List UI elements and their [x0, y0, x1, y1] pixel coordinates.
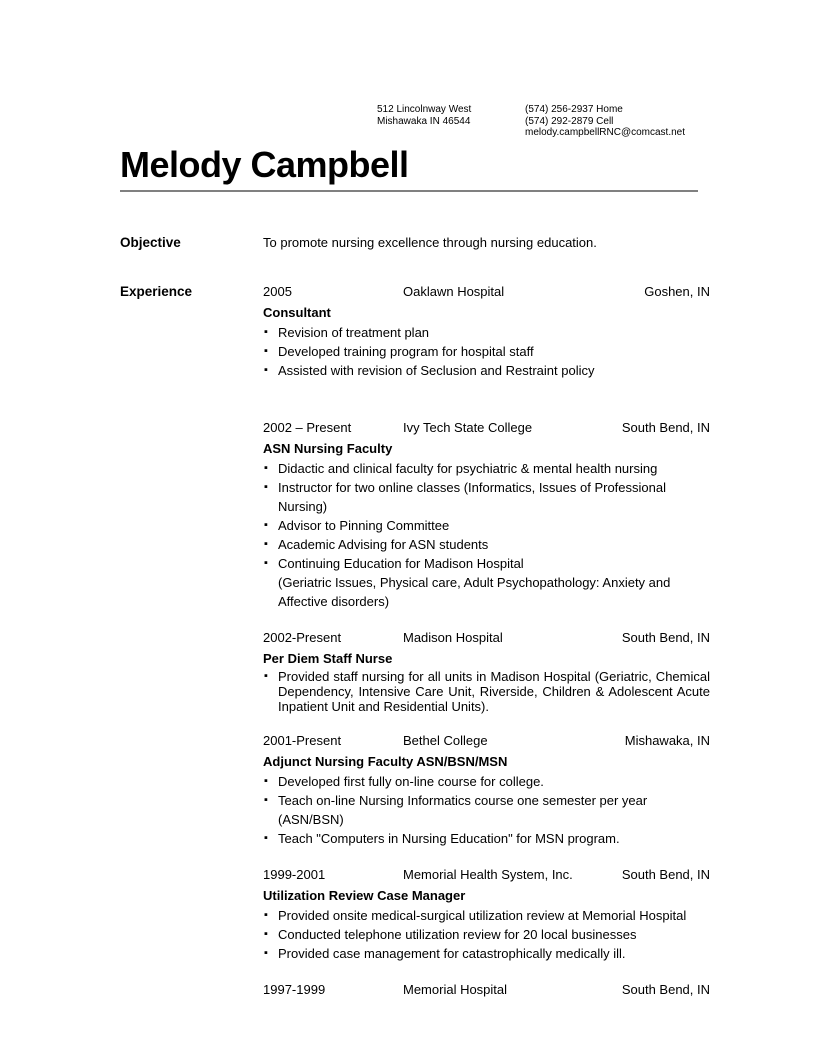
- bullet-item: [263, 772, 710, 791]
- bullet-item: [263, 459, 710, 478]
- email-address: melody.campbellRNC@comcast.net: [525, 127, 686, 138]
- objective-text: To promote nursing excellence through nursing education.: [263, 235, 597, 250]
- bullet-item: [263, 906, 710, 925]
- entry-header: [263, 282, 710, 301]
- contact-address: [377, 104, 525, 139]
- entry-title: Per Diem Staff Nurse: [263, 651, 393, 666]
- bullet-text: Provided onsite medical-surgical utilization review at Memorial Hospital: [278, 908, 687, 923]
- bullet-item: [263, 669, 710, 714]
- experience-entry-memorial-hospital: [263, 980, 710, 999]
- entry-dates: 2002 – Present: [263, 420, 352, 435]
- header-divider: [120, 190, 698, 192]
- entry-location: South Bend, IN: [621, 867, 710, 882]
- entry-title: Utilization Review Case Manager: [263, 888, 466, 903]
- entry-dates: 1999-2001: [263, 867, 326, 882]
- entry-bullet-list: [263, 669, 710, 714]
- contact-phones: [525, 104, 685, 139]
- experience-entry-ivy-tech: [263, 418, 710, 611]
- entry-company: Madison Hospital: [403, 630, 503, 645]
- entry-location: South Bend, IN: [621, 982, 710, 997]
- entry-header: [263, 731, 710, 750]
- bullet-text: Revision of treatment plan: [278, 325, 430, 340]
- bullet-item: [263, 478, 710, 516]
- bullet-item: [263, 535, 710, 554]
- bullet-text: Teach on-line Nursing Informatics course one semester per year (ASN/BSN): [278, 793, 648, 827]
- resume-body: [120, 233, 710, 1016]
- bullet-item: [263, 791, 710, 829]
- bullet-item: [263, 342, 710, 361]
- entry-header: [263, 418, 710, 437]
- address-line-1: 512 Lincolnway West: [377, 104, 472, 115]
- objective-section: [120, 233, 710, 252]
- entry-dates: 2002-Present: [263, 630, 342, 645]
- entry-title: Adjunct Nursing Faculty ASN/BSN/MSN: [263, 754, 508, 769]
- bullet-text: Instructor for two online classes (Informatics, Issues of Professional Nursing): [278, 480, 666, 514]
- entry-header: [263, 980, 710, 999]
- experience-entry-madison: [263, 628, 710, 714]
- entry-header: [263, 865, 710, 884]
- entry-location: South Bend, IN: [621, 420, 710, 435]
- experience-entries: [263, 282, 710, 1016]
- entry-title: Consultant: [263, 305, 331, 320]
- bullet-text: Continuing Education for Madison Hospital: [278, 556, 524, 571]
- phone-cell: (574) 292-2879 Cell: [525, 115, 614, 127]
- objective-label: Objective: [120, 235, 181, 250]
- bullet-note: (Geriatric Issues, Physical care, Adult Psychopathology: Anxiety and Affective disorders): [278, 575, 671, 609]
- entry-title: ASN Nursing Faculty: [263, 441, 393, 456]
- entry-company: Oaklawn Hospital: [403, 284, 505, 299]
- bullet-item: [263, 944, 710, 963]
- entry-dates: 2001-Present: [263, 733, 342, 748]
- experience-label: Experience: [120, 284, 193, 299]
- entry-company: Memorial Hospital: [403, 982, 508, 997]
- entry-location: South Bend, IN: [621, 630, 710, 645]
- experience-entry-bethel: [263, 731, 710, 848]
- entry-location: Goshen, IN: [644, 284, 710, 299]
- entry-location: Mishawaka, IN: [624, 733, 710, 748]
- contact-block: [377, 104, 685, 139]
- page-title: Melody Campbell: [120, 144, 409, 185]
- bullet-text: Didactic and clinical faculty for psychiatric & mental health nursing: [278, 461, 658, 476]
- entry-company: Bethel College: [403, 733, 488, 748]
- address-line-2: Mishawaka IN 46544: [377, 115, 471, 127]
- bullet-text: Advisor to Pinning Committee: [278, 518, 450, 533]
- bullet-item: [263, 554, 710, 611]
- entry-bullet-list: [263, 906, 710, 963]
- entry-bullet-list: [263, 459, 710, 611]
- bullet-text: Developed training program for hospital staff: [278, 344, 534, 359]
- entry-company: Memorial Health System, Inc.: [403, 867, 573, 882]
- bullet-item: [263, 323, 710, 342]
- bullet-text: Teach "Computers in Nursing Education" for MSN program.: [278, 831, 620, 846]
- entry-bullet-list: [263, 323, 710, 380]
- bullet-text: Developed first fully on-line course for college.: [278, 774, 544, 789]
- bullet-item: [263, 361, 710, 380]
- entry-dates: 1997-1999: [263, 982, 326, 997]
- bullet-text: Academic Advising for ASN students: [278, 537, 489, 552]
- entry-company: Ivy Tech State College: [403, 420, 533, 435]
- bullet-item: [263, 925, 710, 944]
- entry-bullet-list: [263, 772, 710, 848]
- bullet-text: Assisted with revision of Seclusion and Restraint policy: [278, 363, 595, 378]
- phone-home: (574) 256-2937 Home: [525, 104, 623, 115]
- bullet-text: Provided staff nursing for all units in Madison Hospital (Geriatric, Chemical Dependency, Intensive Care Unit, Riverside, Children & Adolescent Acute Inpatient Unit and Residential Units).: [278, 669, 710, 714]
- bullet-text: Provided case management for catastrophically medically ill.: [278, 946, 626, 961]
- experience-section: [120, 282, 710, 1016]
- experience-entry-memorial-health: [263, 865, 710, 963]
- entry-header: [263, 628, 710, 647]
- experience-entry-oaklawn: [263, 282, 710, 380]
- bullet-item: [263, 516, 710, 535]
- bullet-text: Conducted telephone utilization review for 20 local businesses: [278, 927, 637, 942]
- entry-dates: 2005: [263, 284, 292, 299]
- bullet-item: [263, 829, 710, 848]
